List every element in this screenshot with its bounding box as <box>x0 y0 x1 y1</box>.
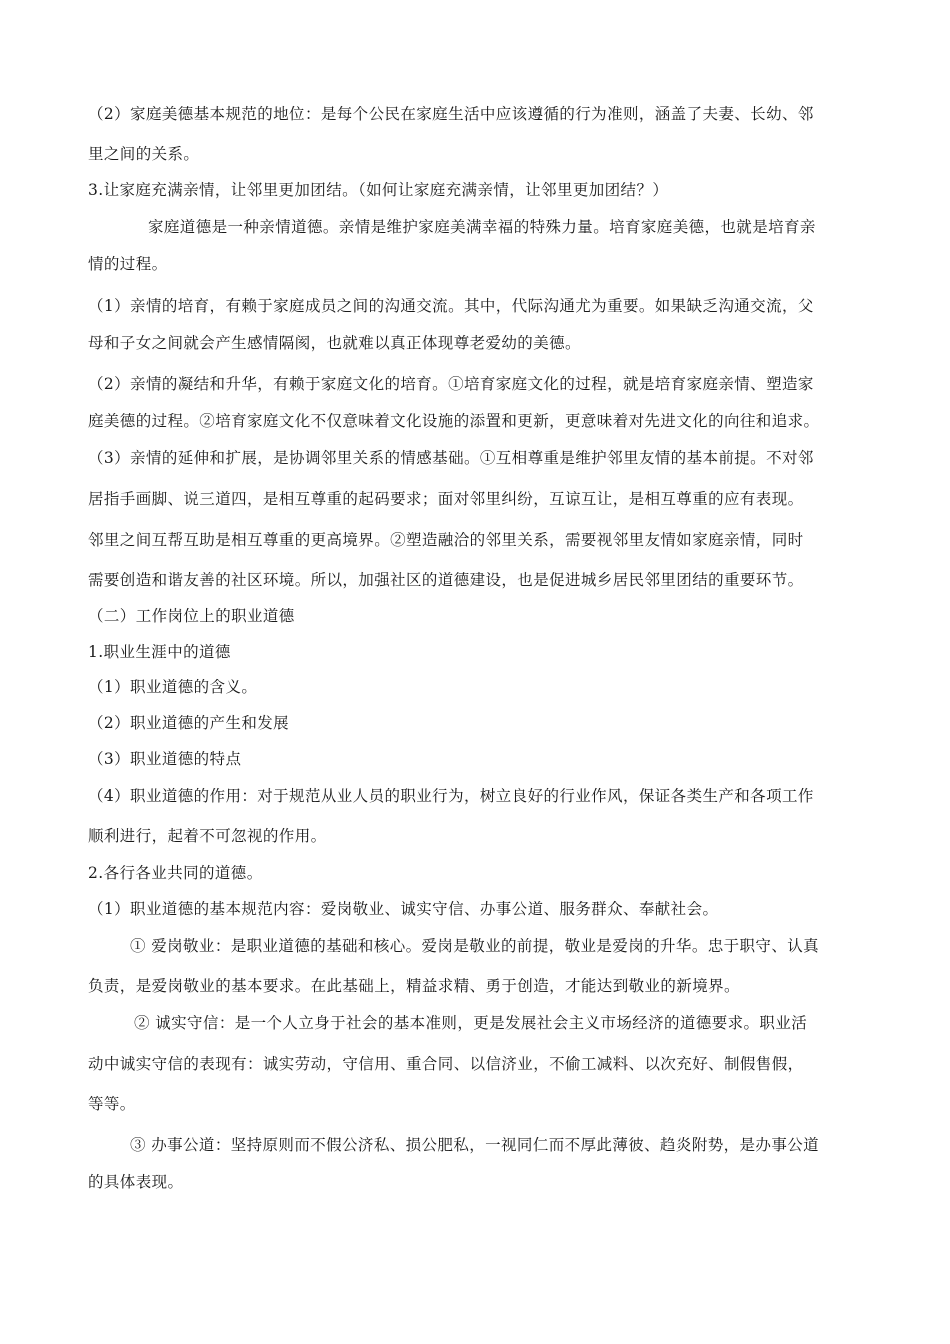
text-line: （1）亲情的培育，有赖于家庭成员之间的沟通交流。其中，代际沟通尤为重要。如果缺乏沟通交流，父 <box>88 297 814 315</box>
text-line: （1）职业道德的含义。 <box>88 678 258 696</box>
text-line: ③ 办事公道：坚持原则而不假公济私、损公肥私，一视同仁而不厚此薄彼、趋炎附势，是办事公道 <box>130 1136 820 1154</box>
text-line: 母和子女之间就会产生感情隔阂，也就难以真正体现尊老爱幼的美德。 <box>88 334 581 352</box>
text-line: （2）亲情的凝结和升华，有赖于家庭文化的培育。①培育家庭文化的过程，就是培育家庭亲情、塑造家 <box>88 375 814 393</box>
text-line: 需要创造和谐友善的社区环境。所以，加强社区的道德建设，也是促进城乡居民邻里团结的重要环节。 <box>88 571 804 589</box>
text-line: （1）职业道德的基本规范内容：爱岗敬业、诚实守信、办事公道、服务群众、奉献社会。 <box>88 900 719 918</box>
text-line: 情的过程。 <box>88 255 168 273</box>
text-line: 里之间的关系。 <box>88 145 200 163</box>
text-line: ① 爱岗敬业：是职业道德的基础和核心。爱岗是敬业的前提，敬业是爱岗的升华。忠于职守、认真 <box>130 937 820 955</box>
text-line: （4）职业道德的作用：对于规范从业人员的职业行为，树立良好的行业作风，保证各类生产和各项工作 <box>88 787 814 805</box>
text-line: 邻里之间互帮互助是相互尊重的更高境界。②塑造融洽的邻里关系，需要视邻里友情如家庭亲情，同时 <box>88 531 804 549</box>
text-line: （2）家庭美德基本规范的地位：是每个公民在家庭生活中应该遵循的行为准则，涵盖了夫妻、长幼、邻 <box>88 105 814 123</box>
text-line: ② 诚实守信：是一个人立身于社会的基本准则，更是发展社会主义市场经济的道德要求。职业活 <box>134 1014 808 1032</box>
section-heading: 1.职业生涯中的道德 <box>88 643 231 661</box>
text-line: （2）职业道德的产生和发展 <box>88 714 290 732</box>
text-line: （3）亲情的延伸和扩展，是协调邻里关系的情感基础。①互相尊重是维护邻里友情的基本前提。不对邻 <box>88 449 814 467</box>
text-line: 等等。 <box>88 1095 136 1113</box>
text-line: 庭美德的过程。②培育家庭文化不仅意味着文化设施的添置和更新，更意味着对先进文化的向往和追求。 <box>88 412 820 430</box>
text-line: 动中诚实守信的表现有：诚实劳动，守信用、重合同、以信济业，不偷工减料、以次充好、制假售假， <box>88 1055 804 1073</box>
text-line: 顺利进行，起着不可忽视的作用。 <box>88 827 327 845</box>
text-line: 负责，是爱岗敬业的基本要求。在此基础上，精益求精、勇于创造，才能达到敬业的新境界。 <box>88 977 740 995</box>
section-heading: 3.让家庭充满亲情，让邻里更加团结。（如何让家庭充满亲情，让邻里更加团结？） <box>88 181 669 199</box>
section-heading: 2.各行各业共同的道德。 <box>88 864 263 882</box>
section-heading: （二）工作岗位上的职业道德 <box>88 607 295 625</box>
text-line: （3）职业道德的特点 <box>88 750 242 768</box>
text-line: 的具体表现。 <box>88 1173 184 1191</box>
text-line: 居指手画脚、说三道四，是相互尊重的起码要求；面对邻里纠纷，互谅互让，是相互尊重的应有表现。 <box>88 490 804 508</box>
text-line: 家庭道德是一种亲情道德。亲情是维护家庭美满幸福的特殊力量。培育家庭美德，也就是培育亲 <box>148 218 816 236</box>
